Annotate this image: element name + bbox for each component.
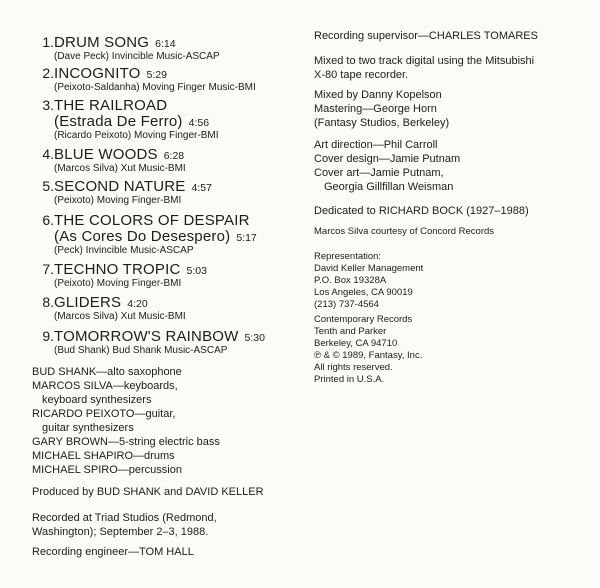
track-time: 5:29 (146, 69, 167, 81)
personnel-line: guitar synthesizers (42, 422, 134, 434)
label-line: Printed in U.S.A. (314, 374, 385, 385)
track-time: 4:56 (188, 117, 210, 129)
representation-line: Representation: (314, 251, 382, 262)
track-number: 2. (42, 65, 54, 81)
track-time: 5:30 (244, 332, 265, 344)
recorded-at (32, 511, 217, 539)
track-number: 7. (42, 261, 54, 277)
personnel-line: MICHAEL SHAPIRO—drums (32, 450, 175, 462)
track-title (54, 65, 167, 82)
track-credit: (Marcos Silva) Xut Music-BMI (54, 163, 186, 174)
track-number: 6. (42, 212, 54, 228)
track-credit: (Peixoto) Moving Finger-BMI (54, 195, 182, 206)
personnel-line: MICHAEL SPIRO—percussion (32, 464, 182, 476)
recorded-at-line: Washington); September 2–3, 1988. (32, 526, 209, 538)
representation-line: Los Angeles, CA 90019 (314, 287, 413, 298)
mixing-credits (314, 88, 449, 130)
track-time: 6:28 (163, 150, 185, 162)
personnel-line: MARCOS SILVA—keyboards, (32, 380, 178, 392)
dedication: Dedicated to RICHARD BOCK (1927–1988) (314, 205, 529, 217)
mixing-line: Mixed to two track digital using the Mitsubishi (314, 55, 535, 67)
personnel-line: keyboard synthesizers (42, 394, 152, 406)
track-number: 8. (42, 294, 54, 310)
label-info (314, 314, 422, 386)
track-credit: (Bud Shank) Bud Shank Music-ASCAP (54, 345, 228, 356)
produced-by: Produced by BUD SHANK and DAVID KELLER (32, 486, 264, 498)
track-title-text: TOMORROW'S RAINBOW (54, 328, 239, 345)
track-subtitle (54, 228, 257, 245)
track-credit: (Marcos Silva) Xut Music-BMI (54, 311, 186, 322)
track-title (54, 261, 207, 278)
track-credit: (Dave Peck) Invincible Music-ASCAP (54, 51, 220, 62)
track-time: 6:14 (155, 38, 176, 50)
track-number: 5. (42, 178, 54, 194)
label-line: All rights reserved. (314, 362, 393, 373)
label-line: Tenth and Parker (314, 326, 387, 337)
representation-line: P.O. Box 19328A (314, 275, 387, 286)
track-time: 4:20 (127, 298, 148, 310)
track-title-text: GLIDERS (54, 294, 122, 311)
track-subtitle (54, 113, 209, 130)
art-credits (314, 138, 460, 194)
track-credit: (Peixoto-Saldanha) Moving Finger Music-BMI (54, 82, 256, 93)
personnel-line: BUD SHANK—alto saxophone (32, 366, 182, 378)
art-credit-line: Cover art—Jamie Putnam, (314, 167, 444, 179)
track-title (54, 294, 148, 311)
mixing-credit-line: (Fantasy Studios, Berkeley) (314, 117, 450, 129)
recorded-at-line: Recorded at Triad Studios (Redmond, (32, 512, 217, 524)
track-number: 4. (42, 146, 54, 162)
track-title: THE RAILROAD (54, 97, 168, 114)
track-title (54, 34, 176, 51)
courtesy-note: Marcos Silva courtesy of Concord Records (314, 226, 495, 237)
track-credit: (Peixoto) Moving Finger-BMI (54, 278, 182, 289)
track-title-text: INCOGNITO (54, 65, 141, 82)
representation (314, 251, 423, 311)
label-line: Contemporary Records (314, 314, 413, 325)
track-title-text: SECOND NATURE (54, 178, 186, 195)
mixing-note (314, 54, 534, 82)
recording-engineer: Recording engineer—TOM HALL (32, 546, 194, 558)
recording-supervisor: Recording supervisor—CHARLES TOMARES (314, 30, 538, 42)
track-time: 4:57 (191, 182, 212, 194)
track-title-text: BLUE WOODS (54, 146, 158, 163)
mixing-credit-line: Mixed by Danny Kopelson (314, 89, 442, 101)
track-title: THE COLORS OF DESPAIR (54, 212, 250, 229)
representation-line: David Keller Management (314, 263, 424, 274)
track-time: 5:17 (236, 232, 257, 244)
label-line: ℗ & © 1989, Fantasy, Inc. (314, 350, 423, 361)
track-subtitle-text: (As Cores Do Desespero) (54, 228, 231, 245)
personnel-list (32, 365, 220, 477)
track-subtitle-text: (Estrada De Ferro) (54, 113, 183, 130)
label-line: Berkeley, CA 94710 (314, 338, 398, 349)
track-credit: (Peck) Invincible Music-ASCAP (54, 245, 194, 256)
art-credit-line: Art direction—Phil Carroll (314, 139, 438, 151)
mixing-line: X-80 tape recorder. (314, 69, 409, 81)
track-title (54, 146, 184, 163)
mixing-credit-line: Mastering—George Horn (314, 103, 437, 115)
track-title (54, 178, 212, 195)
track-number: 3. (42, 97, 54, 113)
track-title (54, 328, 265, 345)
art-credit-line: Cover design—Jamie Putnam (314, 153, 461, 165)
track-number: 1. (42, 34, 54, 50)
representation-line: (213) 737-4564 (314, 299, 379, 310)
personnel-line: RICARDO PEIXOTO—guitar, (32, 408, 176, 420)
track-number: 9. (42, 328, 54, 344)
track-credit: (Ricardo Peixoto) Moving Finger-BMI (54, 130, 219, 141)
art-credit-line: Georgia Gillfillan Weisman (324, 181, 454, 193)
track-title-text: DRUM SONG (54, 34, 150, 51)
personnel-line: GARY BROWN—5-string electric bass (32, 436, 220, 448)
track-time: 5:03 (186, 265, 207, 277)
track-title-text: TECHNO TROPIC (54, 261, 181, 278)
